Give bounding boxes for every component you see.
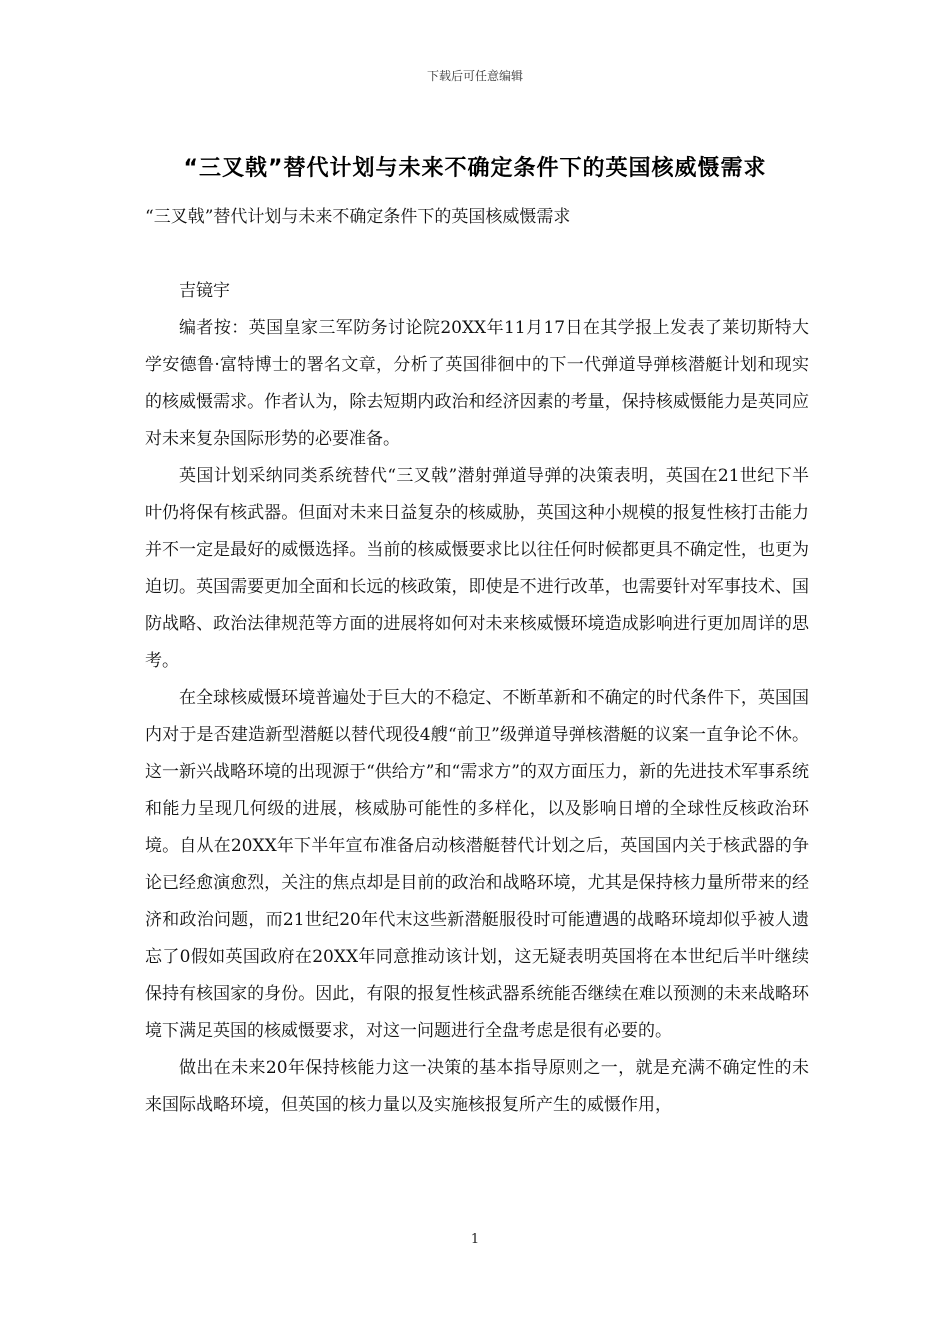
author-line: 吉镜宇 [179, 281, 230, 301]
document-title: “三叉戟”替代计划与未来不确定条件下的英国核威慑需求 [183, 156, 767, 181]
paragraph: 在全球核威慑环境普遍处于巨大的不稳定、不断革新和不确定的时代条件下，英国国内对于是否建造新型潜艇以替代现役4艘“前卫”级弹道导弹核潜艇的议案一直争论不休。这一新兴战略环境的出现源于“供给方”和“需求方”的双方面压力，新的先进技术军事系统和能力呈现几何级的进展，核威胁可能性的多样化，以及影响日增的全球性反核政治环境。自从在20XX年下半年宣布准备启动核潜艇替代计划之后，英国国内关于核武器的争论已经愈演愈烈，关注的焦点却是目前的政治和战略环境，尤其是保持核力量所带来的经济和政治问题，而21世纪20年代末这些新潜艇服役时可能遭遇的战略环境却似乎被人遗忘了0假如英国政府在20XX年同意推动该计划，这无疑表明英国将在本世纪后半叶继续保持有核国家的身份。因此，有限的报复性核武器系统能否继续在难以预测的未来战略环境下满足英国的核威慑要求，对这一问题进行全盘考虑是很有必要的。 [145, 688, 809, 1041]
paragraph-editor-note: 编者按：英国皇家三军防务讨论院20XX年11月17日在其学报上发表了莱切斯特大学安德鲁·富特博士的署名文章，分析了英国徘徊中的下一代弹道导弹核潜艇计划和现实的核威慑需求。作者认为，除去短期内政治和经济因素的考量，保持核威慑能力是英同应对未来复杂国际形势的必要准备。 [145, 318, 809, 449]
header-note: 下载后可任意编辑 [426, 69, 523, 83]
body-text [145, 273, 809, 1124]
page-number: 1 [470, 1232, 480, 1247]
document-subtitle: “三叉戟”替代计划与未来不确定条件下的英国核威慑需求 [145, 207, 571, 227]
paragraph: 做出在未来20年保持核能力这一决策的基本指导原则之一，就是充满不确定性的未来国际战略环境，但英国的核力量以及实施核报复所产生的威慑作用， [145, 1058, 809, 1115]
paragraph: 英国计划采纳同类系统替代“三叉戟”潜射弹道导弹的决策表明，英国在21世纪下半叶仍将保有核武器。但面对未来日益复杂的核威胁，英国这种小规模的报复性核打击能力并不一定是最好的威慑选择。当前的核威慑要求比以往任何时候都更具不确定性，也更为迫切。英国需要更加全面和长远的核政策，即使是不进行改革，也需要针对军事技术、国防战略、政治法律规范等方面的进展将如何对未来核威慑环境造成影响进行更加周详的思考。 [145, 466, 809, 671]
